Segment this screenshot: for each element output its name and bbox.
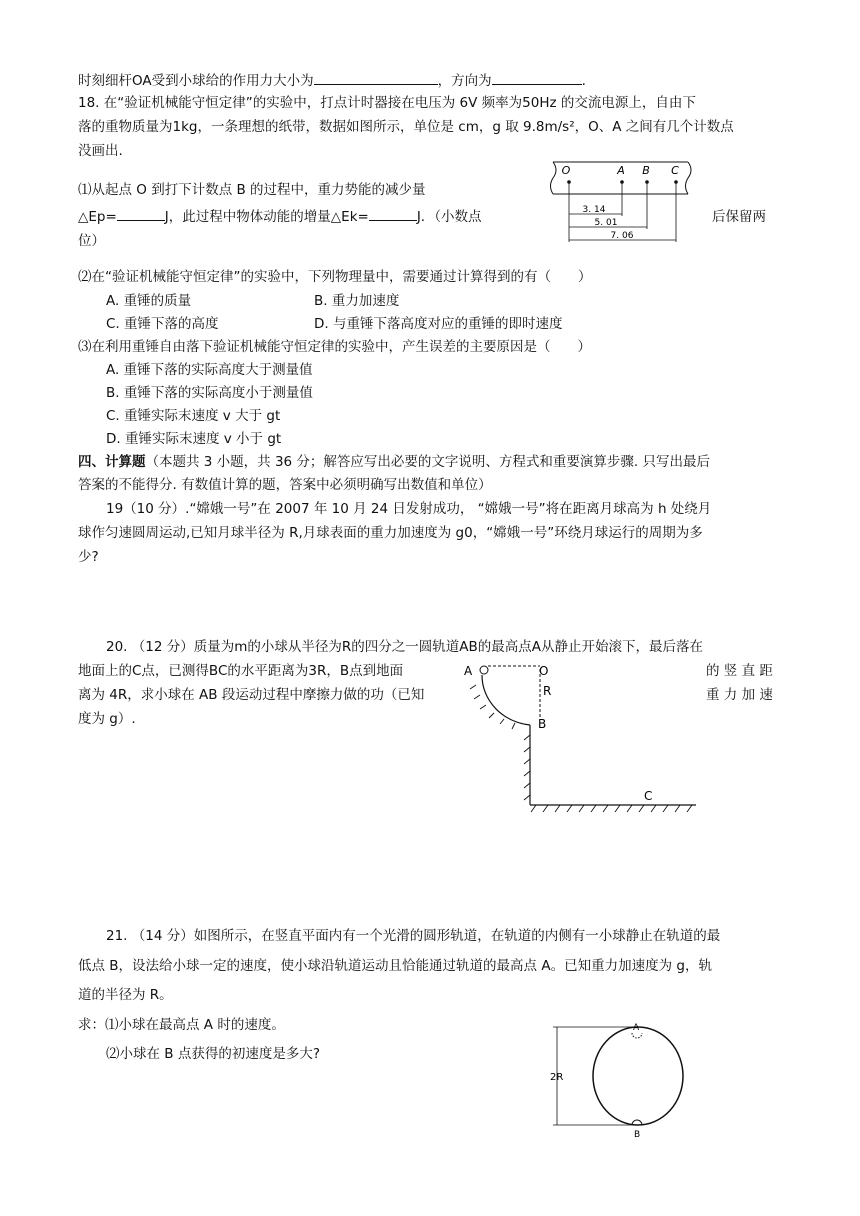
q20-line-2a: 地面上的C点，已测得BC的水平距离为3R，B点到地面 [78, 663, 404, 679]
q20-line-2b: 的 竖 直 距 [706, 663, 773, 679]
q20-line-3a: 离为 4R，求小球在 AB 段运动过程中摩擦力做的功（已知 [78, 687, 425, 703]
tape-label-c: C [671, 164, 679, 177]
section4-title: 四、计算题 [78, 454, 146, 470]
q21-ask-1: 求：⑴小球在最高点 A 时的速度。 [78, 1017, 285, 1033]
q18-part1-line-3: 位） [78, 233, 105, 249]
q20-line-3b: 重 力 加 速 [706, 687, 773, 703]
q19-line-2: 球作匀速圆周运动,已知月球半径为 R,月球表面的重力加速度为 g0，“嫦娥一号”环绕月球运行的周期为多 [78, 525, 703, 541]
q18-intro-line-3: 没画出. [78, 143, 123, 159]
tape-measure-oa: 3. 14 [582, 205, 606, 215]
q19-line-1: 19（10 分）.“嫦娥一号”在 2007 年 10 月 24 日发射成功， “嫦娥一号”将在距离月球高为 h 处绕月 [106, 501, 712, 517]
fig20-label-b: B [538, 717, 547, 731]
q18-part2-option-a: A. 重锤的质量 [106, 293, 192, 309]
q21-line-1: 21. （14 分）如图所示，在竖直平面内有一个光滑的圆形轨道，在轨道的内侧有一小球静止在轨道的最 [106, 928, 721, 944]
paper-tape-figure [548, 158, 698, 246]
q19-line-3: 少? [78, 549, 99, 565]
q21-ask-2: ⑵小球在 B 点获得的初速度是多大? [106, 1046, 321, 1062]
tape-measure-oc: 7. 06 [610, 231, 634, 241]
section4-header: 四、计算题（本题共 3 小题，共 36 分；解答应写出必要的文字说明、方程式和重要演算步骤. 只写出最后 [78, 454, 711, 470]
fig21-label-2r: 2R [550, 1072, 564, 1083]
q18-part1-line-1: ⑴从起点 O 到打下计数点 B 的过程中，重力势能的减少量 [78, 182, 426, 198]
q18-part3-option-c: C. 重锤实际末速度 v 大于 gt [106, 408, 281, 424]
q18-intro-line-1: 18. 在“验证机械能守恒定律”的实验中，打点计时器接在电压为 6V 频率为50Hz 的交流电源上，自由下 [78, 95, 696, 111]
tape-label-b: B [642, 164, 650, 177]
fig20-label-o: O [539, 664, 549, 678]
fig21-label-a: A [633, 1023, 640, 1033]
tape-label-a: A [617, 164, 625, 177]
q18-part2-option-c: C. 重锤下落的高度 [106, 316, 219, 332]
q20-line-1: 20. （12 分）质量为m的小球从半径为R的四分之一圆轨道AB的最高点A从静止开始滚下，最后落在 [106, 639, 703, 655]
fig20-label-r: R [543, 684, 552, 698]
answer-blank [492, 70, 582, 85]
q21-line-2: 低点 B，设法给小球一定的速度，使小球沿轨道运动且恰能通过轨道的最高点 A。已知重力加速度为 g，轨 [78, 958, 712, 974]
q18-part2-option-b: B. 重力加速度 [314, 293, 400, 309]
tape-label-o: O [561, 164, 571, 177]
q18-part1-tail: 后保留两 [712, 209, 766, 225]
q20-line-4: 度为 g）. [78, 711, 136, 727]
fig20-label-a: A [464, 664, 473, 678]
top-line: 时刻细杆OA受到小球给的作用力大小为 ，方向为 . [78, 70, 586, 91]
q18-part3-option-a: A. 重锤下落的实际高度大于测量值 [106, 362, 313, 378]
answer-blank [369, 207, 417, 221]
fig20-label-c: C [644, 789, 653, 803]
q18-part3-option-d: D. 重锤实际末速度 v 小于 gt [106, 431, 282, 447]
quarter-track-figure [460, 655, 710, 815]
answer-blank [117, 207, 165, 221]
section4-instructions: 答案的不能得分. 有数值计算的题，答案中必须明确写出数值和单位） [78, 477, 492, 493]
q18-part2-stem: ⑵在“验证机械能守恒定律”的实验中，下列物理量中，需要通过计算得到的有（ ） [78, 269, 592, 285]
q18-intro-line-2: 落的重物质量为1kg，一条理想的纸带，数据如图所示，单位是 cm，g 取 9.8m/s²，O、A 之间有几个计数点 [78, 119, 734, 135]
fig21-label-b: B [634, 1130, 641, 1138]
q18-part1-line-2: △Ep= J，此过程中物体动能的增量△Ek= J．（小数点 [78, 209, 482, 225]
answer-blank [314, 70, 438, 85]
circular-track-figure [545, 1020, 695, 1138]
q21-line-3: 道的半径为 R。 [78, 987, 173, 1003]
q18-part3-option-b: B. 重锤下落的实际高度小于测量值 [106, 385, 313, 401]
tape-point-labels [562, 164, 679, 177]
q18-part3-stem: ⑶在利用重锤自由落下验证机械能守恒定律的实验中，产生误差的主要原因是（ ） [78, 339, 591, 355]
q18-part2-option-d: D. 与重锤下落高度对应的重锤的即时速度 [314, 316, 563, 332]
tape-measure-ob: 5. 01 [594, 218, 618, 228]
